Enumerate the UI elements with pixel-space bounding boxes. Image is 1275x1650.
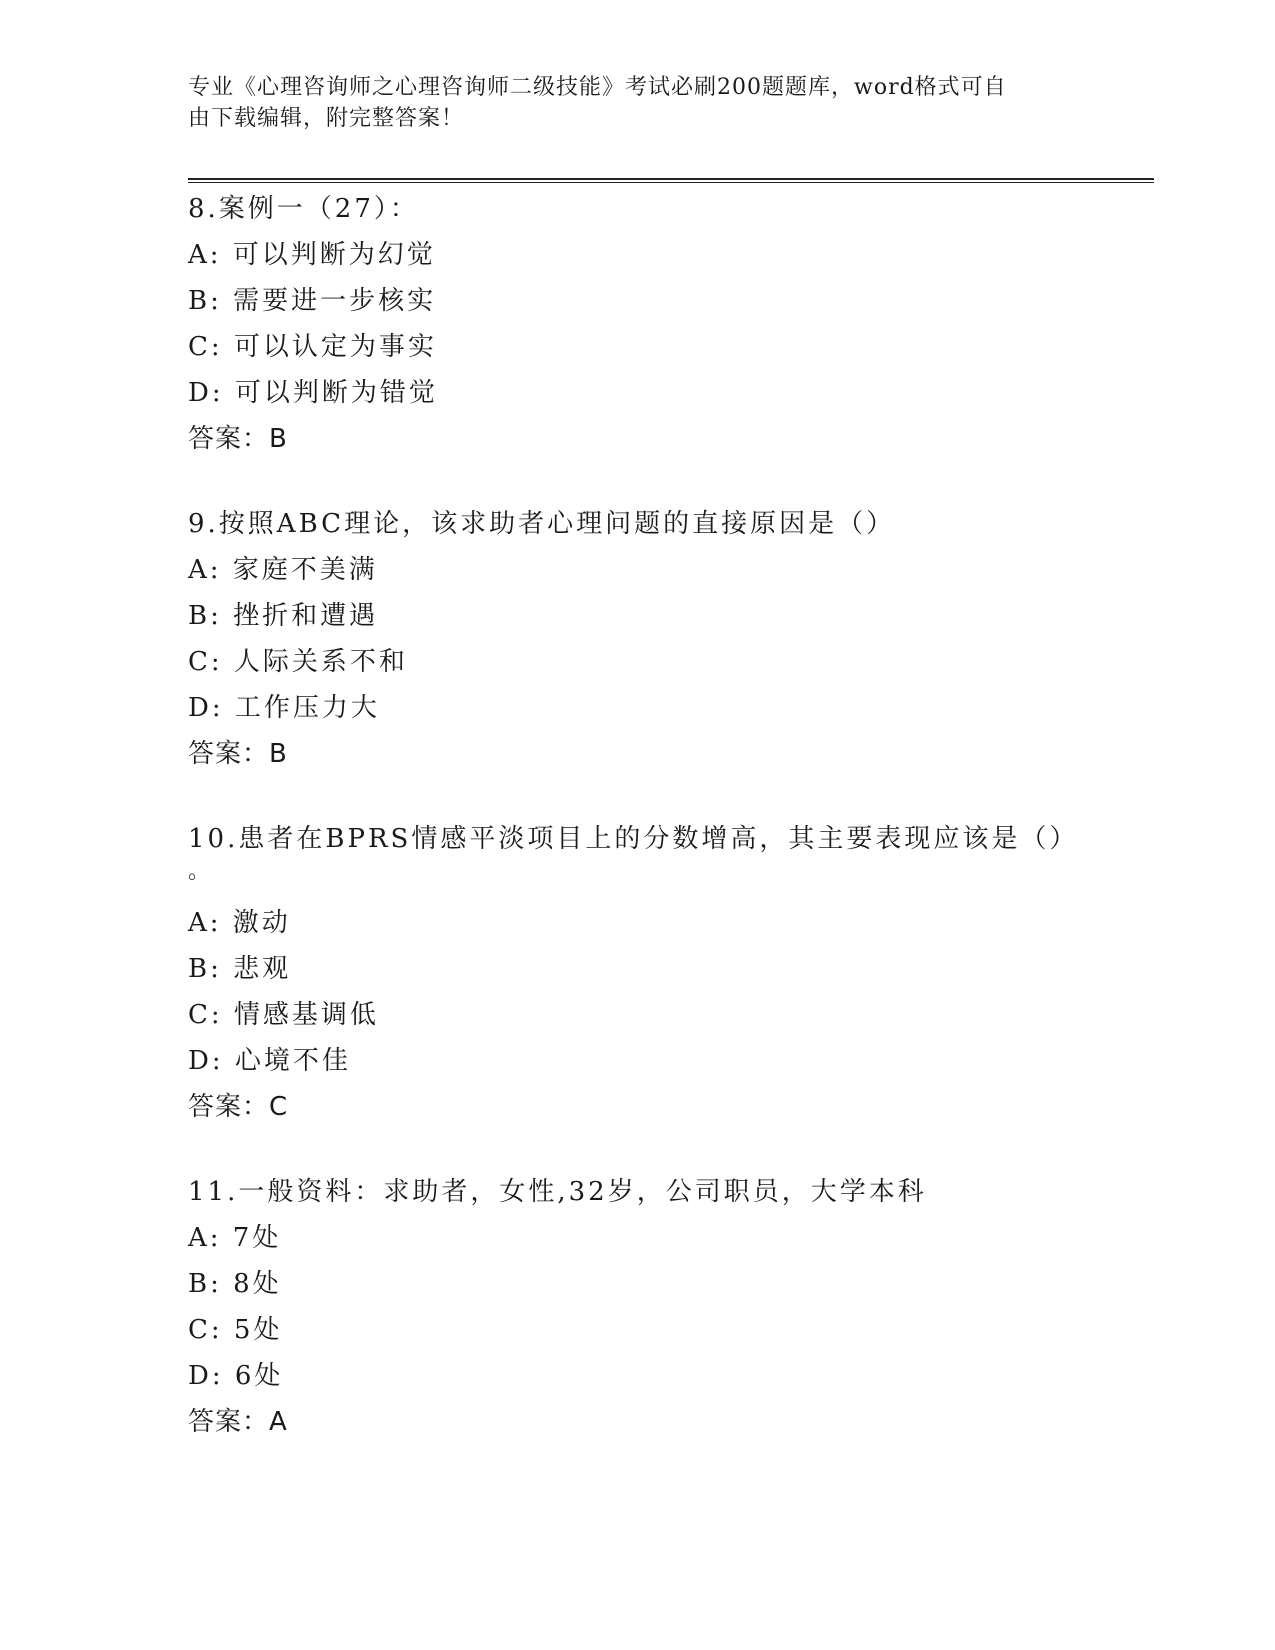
question-9: [188, 501, 1088, 777]
option-d: D: 可以判断为错觉: [188, 378, 438, 408]
option-b: B: 悲观: [188, 954, 292, 984]
option-c: C: 人际关系不和: [188, 647, 408, 677]
option-d: D: 工作压力大: [188, 693, 380, 723]
option-c: C: 5处: [188, 1315, 283, 1345]
header-divider: [188, 178, 1154, 183]
option-a: A: 家庭不美满: [188, 555, 378, 585]
option-c: C: 可以认定为事实: [188, 332, 437, 362]
answer: 答案：C: [188, 1092, 289, 1122]
option-b: B: 需要进一步核实: [188, 286, 437, 316]
option-a: A: 7处: [188, 1223, 282, 1253]
answer: 答案：A: [188, 1407, 288, 1437]
question-stem: 10.患者在BPRS情感平淡项目上的分数增高，其主要表现应该是（）: [188, 824, 1079, 854]
document-header: [188, 72, 1068, 134]
question-stem-continuation: 。: [188, 859, 214, 884]
option-a: A: 可以判断为幻觉: [188, 240, 436, 270]
question-10: [188, 816, 1088, 1130]
option-a: A: 激动: [188, 908, 291, 938]
question-11: [188, 1169, 1088, 1445]
question-stem: 8.案例一（27）：: [188, 194, 419, 224]
question-stem: 9.按照ABC理论，该求助者心理问题的直接原因是（）: [188, 509, 896, 539]
answer: 答案：B: [188, 424, 288, 454]
option-d: D: 6处: [188, 1361, 284, 1391]
question-stem: 11.一般资料：求助者，女性,32岁，公司职员，大学本科: [188, 1177, 927, 1207]
question-8: [188, 186, 1088, 462]
header-line-1: 专业《心理咨询师之心理咨询师二级技能》考试必刷200题题库，word格式可自: [188, 75, 1007, 100]
option-d: D: 心境不佳: [188, 1046, 351, 1076]
option-b: B: 挫折和遭遇: [188, 601, 379, 631]
option-b: B: 8处: [188, 1269, 282, 1299]
header-line-2: 由下载编辑，附完整答案！: [188, 106, 465, 131]
answer: 答案：B: [188, 739, 288, 769]
option-c: C: 情感基调低: [188, 1000, 379, 1030]
